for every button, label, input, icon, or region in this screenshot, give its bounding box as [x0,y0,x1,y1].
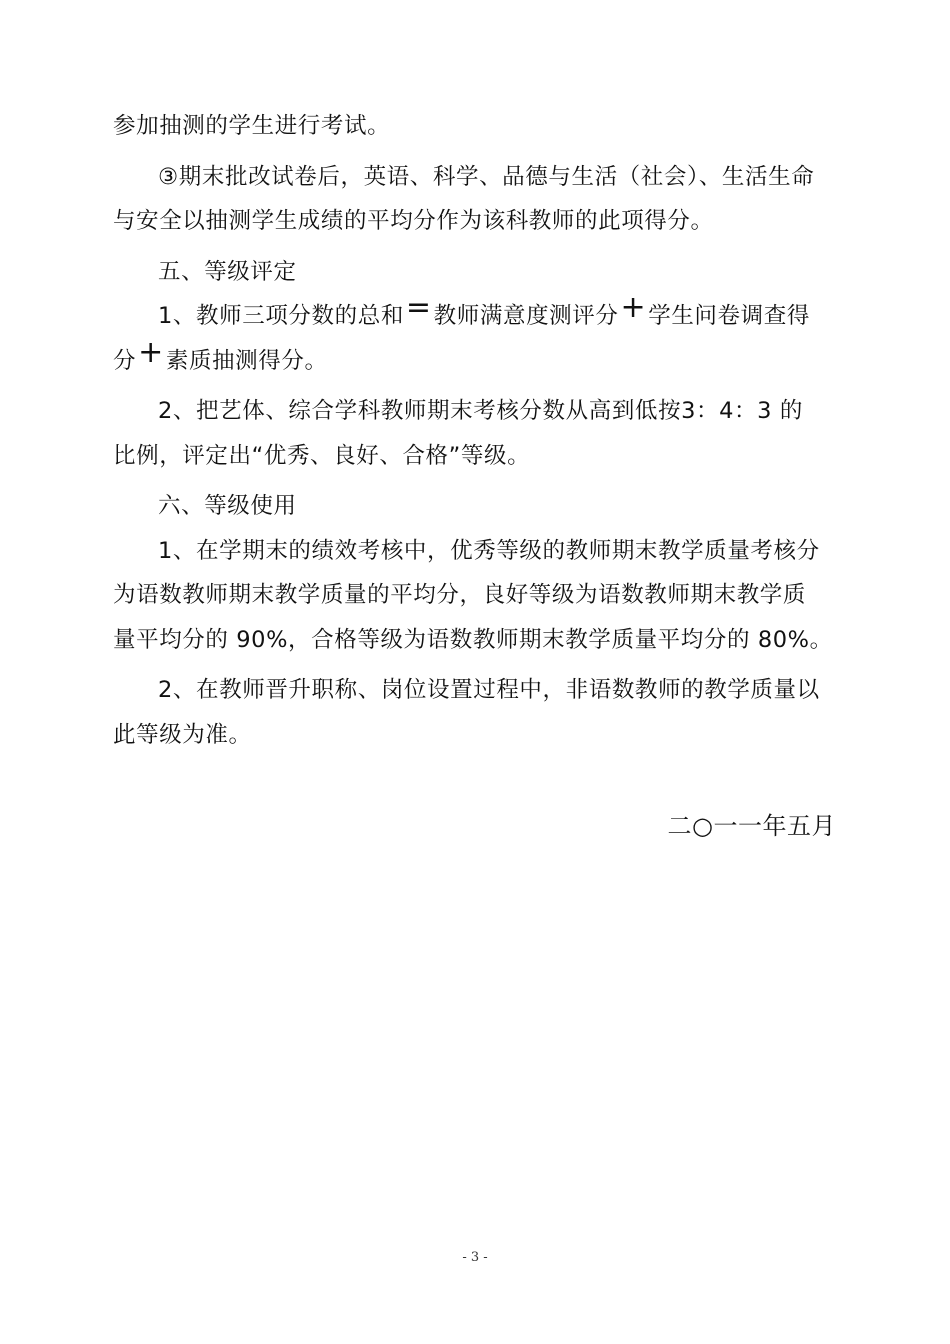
plus-sign: + [620,290,647,325]
paragraph-line: 参加抽测的学生进行考试。 [113,113,391,139]
paragraph-line: 2、在教师晋升职称、岗位设置过程中，非语数教师的教学质量以 [158,677,820,703]
paragraph-line: 比例，评定出“优秀、良好、合格”等级。 [113,442,531,469]
paragraph-line: 1、在学期末的绩效考核中，优秀等级的教师期末教学质量考核分 [158,537,820,564]
paragraph-line: ③期末批改试卷后，英语、科学、品德与生活（社会）、生活生命 [158,163,815,190]
section-heading-grade-usage: 六、等级使用 [158,493,297,519]
page-number: - 3 - [462,1250,488,1265]
section-heading-grade-assessment: 五、等级评定 [158,258,297,285]
paragraph-line: 此等级为准。 [113,721,252,748]
signature-date: 二○一一年五月 [667,812,836,840]
body-text [113,104,843,757]
formula-text: 素质抽测得分。 [165,347,328,374]
formula-text: 教师满意度测评分 [433,303,619,329]
formula-text: 1、教师三项分数的总和 [158,303,404,329]
equals-sign: = [405,290,432,325]
paragraph-line: 2、把艺体、综合学科教师期末考核分数从高到低按3：4：3 的 [158,398,803,424]
formula-text: 分 [113,347,137,374]
plus-sign: + [138,334,164,370]
paragraph-line: 量平均分的 90%，合格等级为语数教师期末教学质量平均分的 80%。 [113,626,833,653]
formula-line [113,290,843,339]
paragraph-line: 为语数教师期末教学质量的平均分，良好等级为语数教师期末教学质 [113,582,807,608]
paragraph-line: 与安全以抽测学生成绩的平均分作为该科教师的此项得分。 [113,208,714,234]
formula-text: 学生问卷调查得 [648,303,810,329]
formula-line [113,334,843,384]
